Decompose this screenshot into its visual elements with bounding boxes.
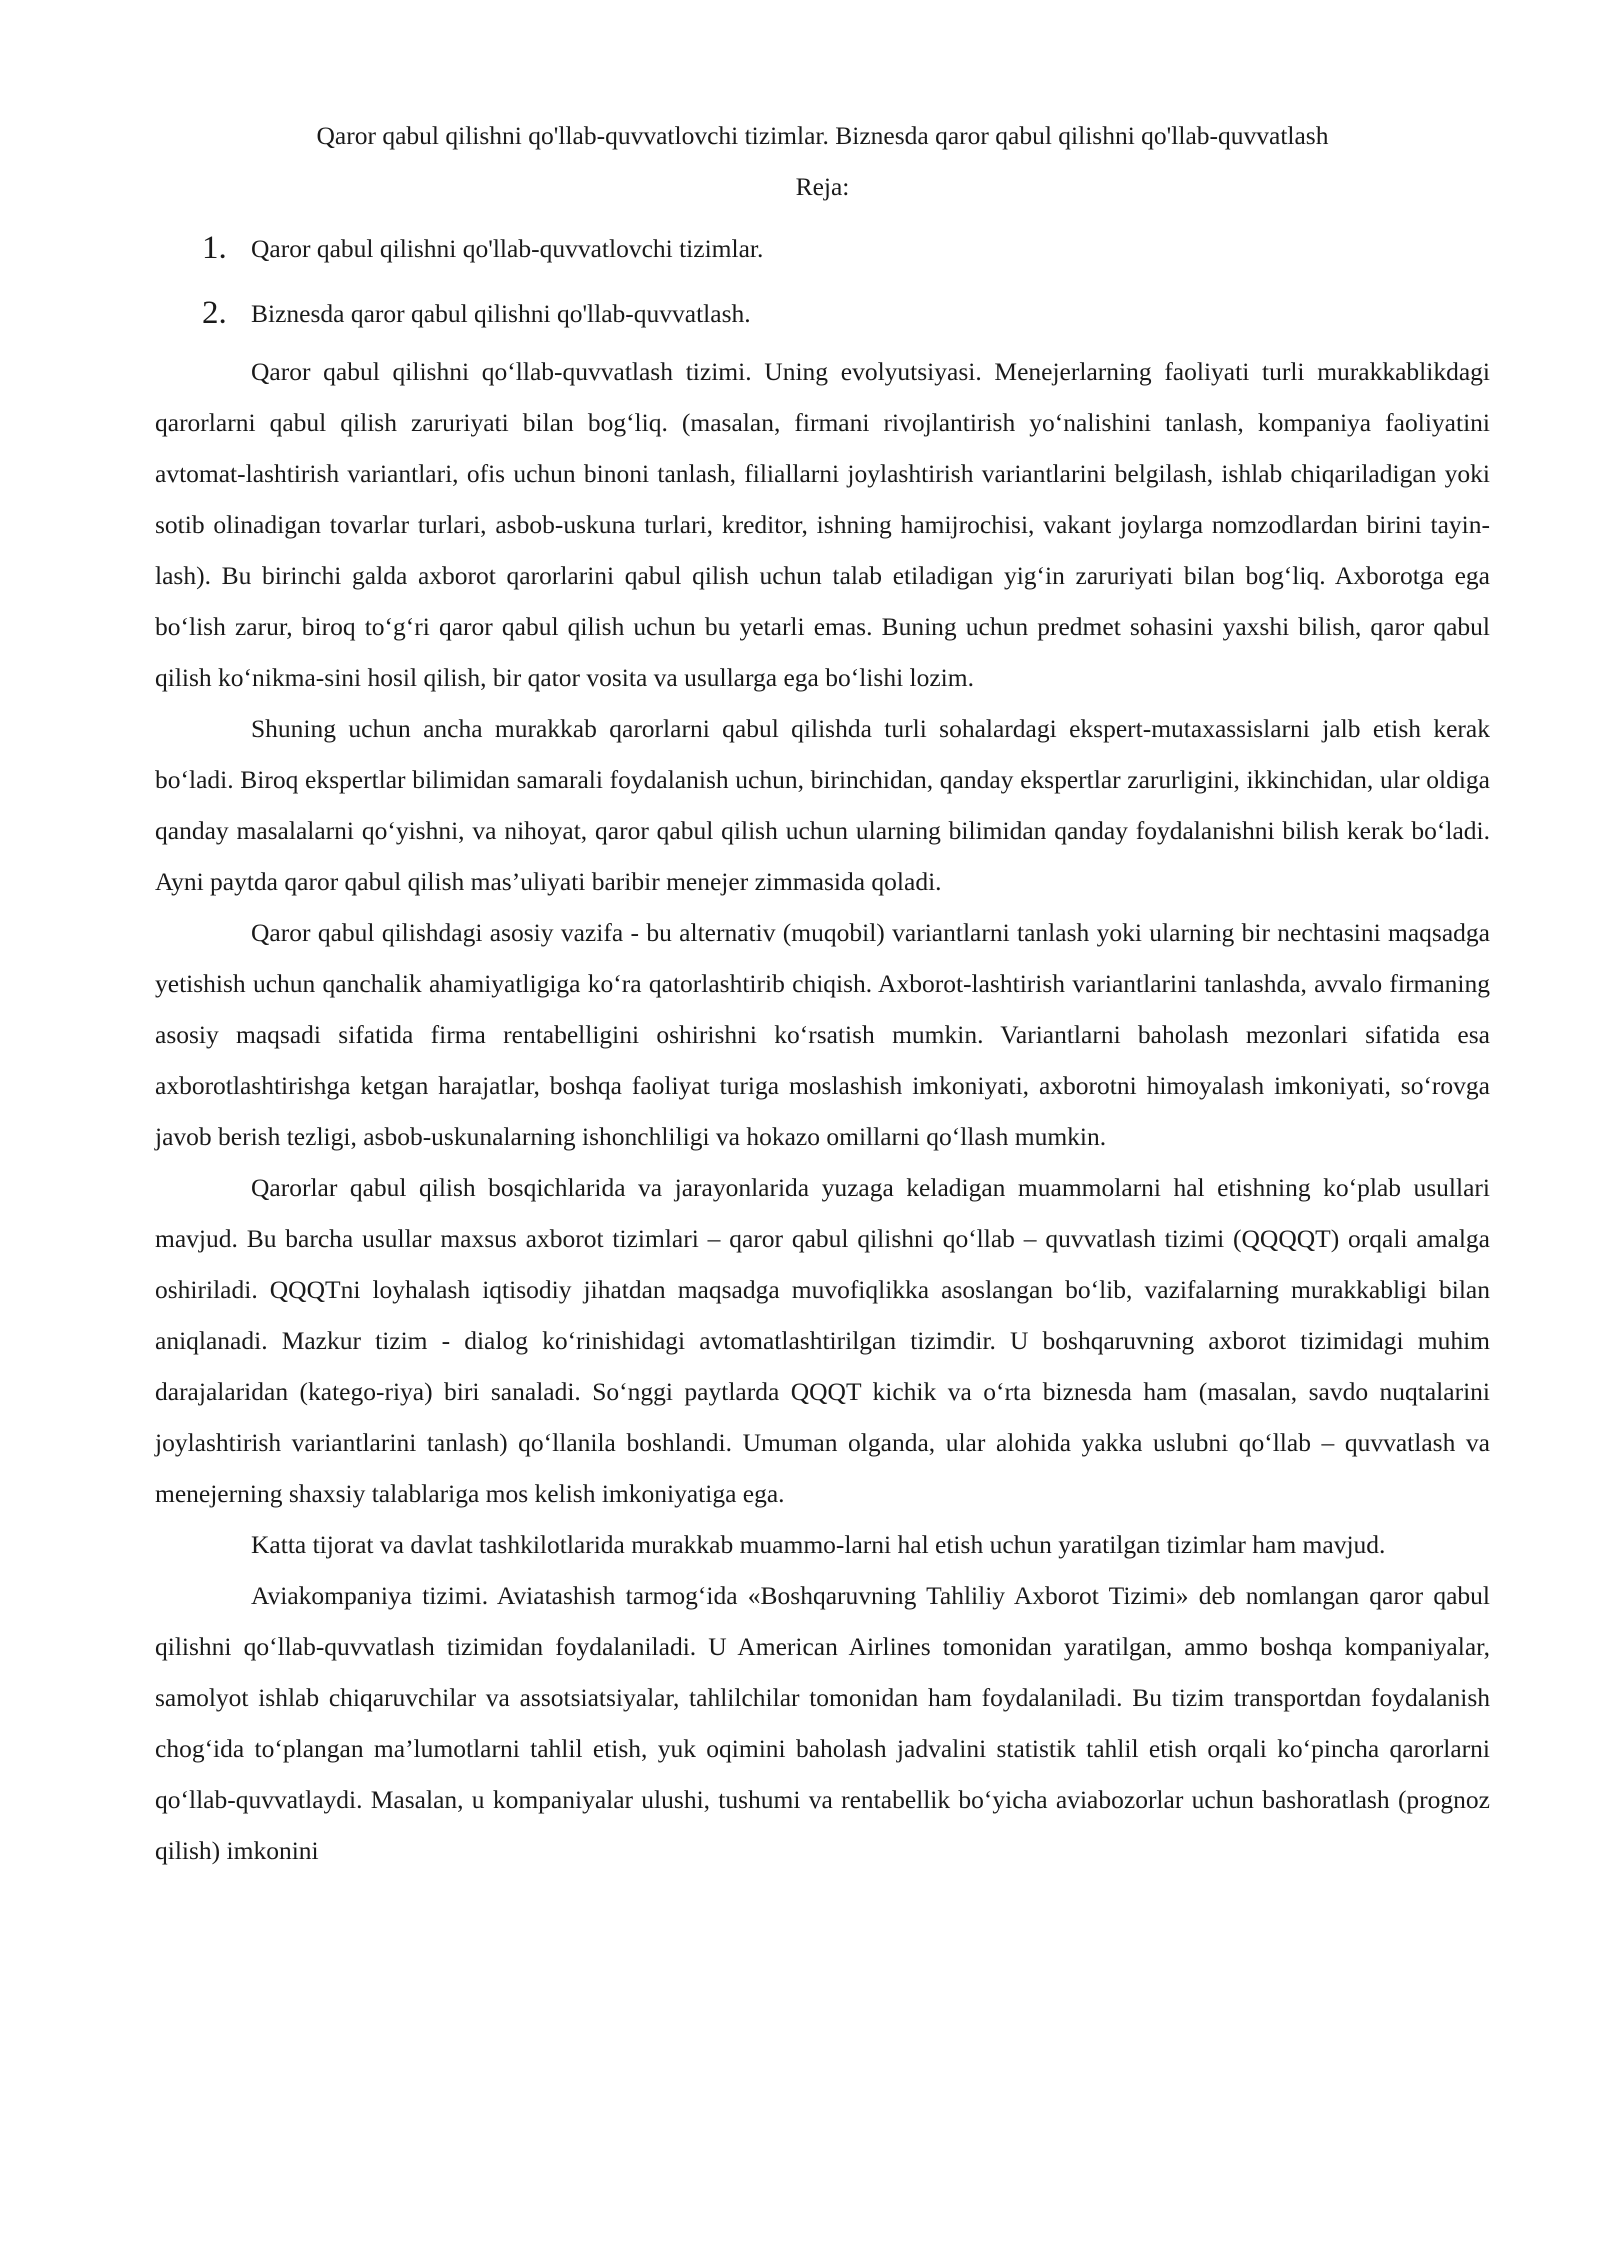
plan-item [155,216,1490,281]
plan-heading: Reja: [795,172,850,201]
plan-item-number: 1. [202,230,227,266]
body-paragraph: Shuning uchun ancha murakkab qarorlarni qabul qilishda turli sohalardagi ekspert-mutaxassislarni jalb etish kerak bo‘ladi. Biroq ekspertlar bilimidan samarali foydalanish uchun, birinchidan, qanday ekspertlar zarurligini, ikkinchidan, ular oldiga qanday masalalarni qo‘yishni, va nihoyat, qaror qabul qilish uchun ularning bilimidan qanday foydalanishni bilish kerak bo‘ladi. Ayni paytda qaror qabul qilish mas’uliyati baribir menejer zimmasida qoladi. [155,714,1490,896]
body-paragraph: Qaror qabul qilishdagi asosiy vazifa - bu alternativ (muqobil) variantlarni tanlash yoki ularning bir nechtasini maqsadga yetishish uchun qanchalik ahamiyatligiga ko‘ra qatorlashtirib chiqish. Axborot-lashtirish variantlarini tanlashda, avvalo firmaning asosiy maqsadi sifatida firma rentabelligini oshirishni ko‘rsatish mumkin. Variantlarni baholash mezonlari sifatida esa axborotlashtirishga ketgan harajatlar, boshqa faoliyat turiga moslashish imkoniyati, axborotni himoyalash imkoniyati, so‘rovga javob berish tezligi, asbob-uskunalarning ishonchliligi va hokazo omillarni qo‘llash mumkin. [155,918,1490,1151]
document-page [155,110,1490,1876]
plan-item-text: Qaror qabul qilishni qo'llab-quvvatlovchi tizimlar. [251,234,764,263]
plan-item-number: 2. [202,295,227,331]
body-paragraph: Qaror qabul qilishni qo‘llab-quvvatlash tizimi. Uning evolyutsiyasi. Menejerlarning faoliyati turli murakkablikdagi qarorlarni qabul qilish zaruriyati bilan bog‘liq. (masalan, firmani rivojlantirish yo‘nalishini tanlash, kompaniya faoliyatini avtomat-lashtirish variantlari, ofis uchun binoni tanlash, filiallarni joylashtirish variantlarini belgilash, ishlab chiqariladigan yoki sotib olinadigan tovarlar turlari, asbob-uskuna turlari, kreditor, ishning hamijrochisi, vakant joylarga nomzodlardan birini tayin-lash). Bu birinchi galda axborot qarorlarini qabul qilish uchun talab etiladigan yig‘in zaruriyati bilan bog‘liq. Axborotga ega bo‘lish zarur, biroq to‘g‘ri qaror qabul qilish uchun bu yetarli emas. Buning uchun predmet sohasini yaxshi bilish, qaror qabul qilish ko‘nikma-sini hosil qilish, bir qator vosita va usullarga ega bo‘lishi lozim. [155,357,1490,692]
plan-item [155,281,1490,346]
body-paragraph: Qarorlar qabul qilish bosqichlarida va jarayonlarida yuzaga keladigan muammolarni hal etishning ko‘plab usullari mavjud. Bu barcha usullar maxsus axborot tizimlari – qaror qabul qilishni qo‘llab – quvvatlash tizimi (QQQQT) orqali amalga oshiriladi. QQQTni loyhalash iqtisodiy jihatdan maqsadga muvofiqlikka asoslangan bo‘lib, vazifalarning murakkabligi bilan aniqlanadi. Mazkur tizim - dialog ko‘rinishidagi avtomatlashtirilgan tizimdir. U boshqaruvning axborot tizimidagi muhim darajalaridan (katego-riya) biri sanaladi. So‘nggi paytlarda QQQT kichik va o‘rta biznesda ham (masalan, savdo nuqtalarini joylashtirish variantlarini tanlash) qo‘llanila boshlandi. Umuman olganda, ular alohida yakka uslubni qo‘llab – quvvatlash va menejerning shaxsiy talablariga mos kelish imkoniyatiga ega. [155,1173,1490,1508]
document-title: Qaror qabul qilishni qo'llab-quvvatlovchi tizimlar. Biznesda qaror qabul qilishni qo'llab-quvvatlash [316,121,1329,150]
plan-list [155,216,1490,346]
plan-item-text: Biznesda qaror qabul qilishni qo'llab-quvvatlash. [251,299,751,328]
body-paragraph: Katta tijorat va davlat tashkilotlarida murakkab muammo-larni hal etish uchun yaratilgan tizimlar ham mavjud. [251,1530,1386,1559]
body-paragraph: Aviakompaniya tizimi. Aviatashish tarmog‘ida «Boshqaruvning Tahliliy Axborot Tizimi» deb nomlangan qaror qabul qilishni qo‘llab-quvvatlash tizimidan foydalaniladi. U American Airlines tomonidan yaratilgan, ammo boshqa kompaniyalar, samolyot ishlab chiqaruvchilar va assotsiatsiyalar, tahlilchilar tomonidan ham foydalaniladi. Bu tizim transportdan foydalanish chog‘ida to‘plangan ma’lumotlarni tahlil etish, yuk oqimini baholash jadvalini statistik tahlil etish orqali ko‘pincha qarorlarni qo‘llab-quvvatlaydi. Masalan, u kompaniyalar ulushi, tushumi va rentabellik bo‘yicha aviabozorlar uchun bashoratlash (prognoz qilish) imkonini [155,1581,1490,1865]
